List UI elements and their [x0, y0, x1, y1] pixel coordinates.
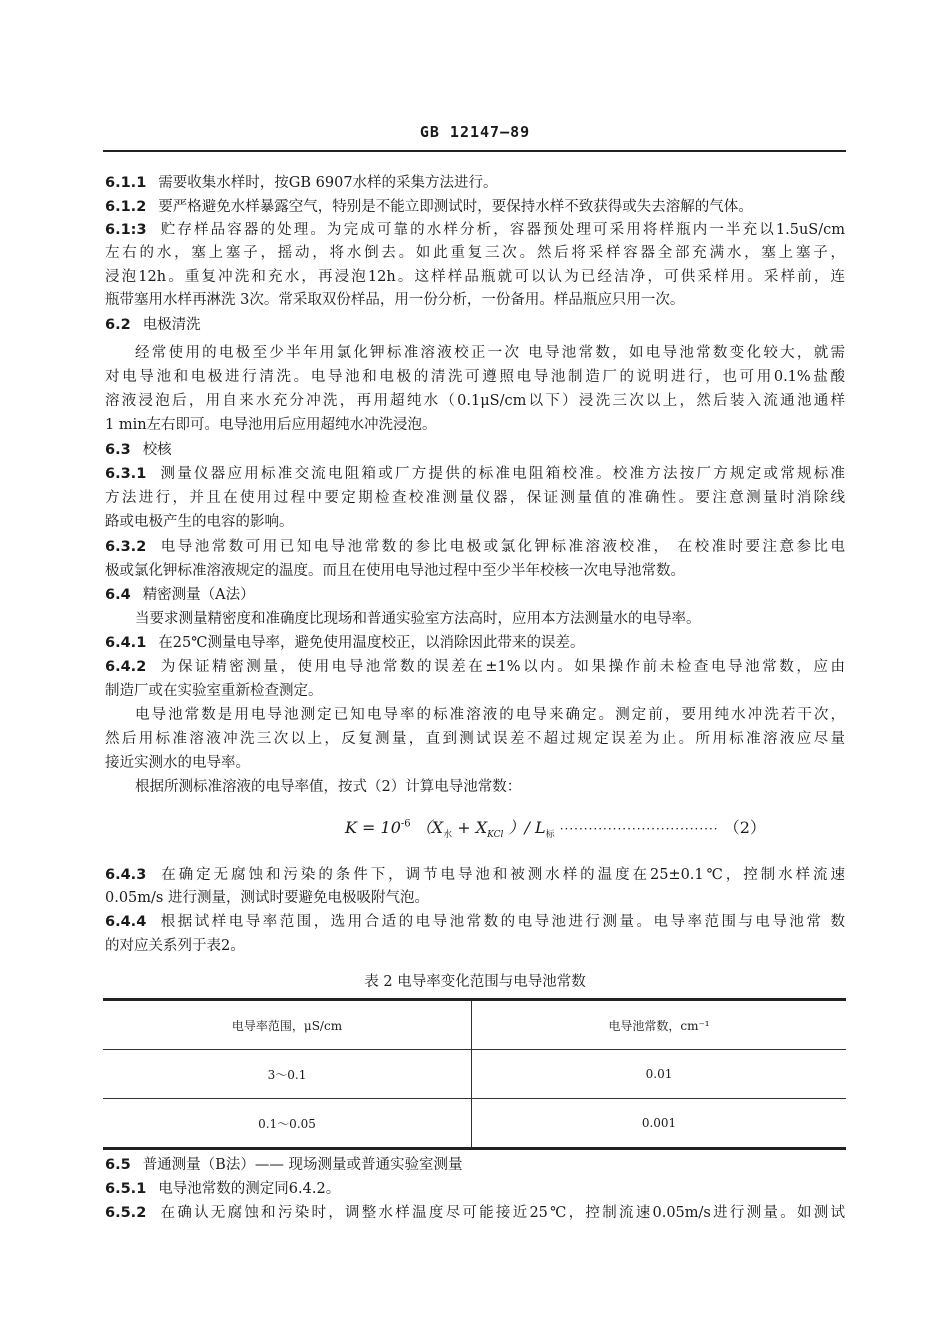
clause-number: 6.2	[105, 317, 131, 333]
clause-line	[105, 196, 845, 218]
clause-line	[105, 219, 845, 241]
table-header-cell: 电导池常数，cm⁻¹	[472, 1000, 847, 1050]
line-text: 当要求测量精密度和准确度比现场和普通实验室方法高时，应用本方法测量水的电导率。	[135, 611, 701, 627]
line-text: 左右的水，塞上塞子，摇动，将水倒去。如此重复三次。然后将采样容器全部充满水，塞上塞子，	[105, 245, 845, 261]
line-text: 瓶带塞用水样再淋洗 3次。常采取双份样品，用一份分析，一份备用。样品瓶应只用一次。	[105, 292, 685, 308]
clause-line	[105, 1178, 845, 1200]
line-text: 浸泡12h。重复冲洗和充水，再浸泡12h。这样样品瓶就可以认为已经洁净，可供采样用。采样前，连	[105, 269, 845, 285]
clause-number: 6.3.2	[105, 539, 147, 555]
clause-number: 6.5.2	[105, 1205, 147, 1221]
formula-exponent: -6	[400, 818, 411, 830]
clause-line	[105, 1202, 845, 1224]
table-header-row	[103, 1000, 846, 1050]
formula-2	[345, 815, 845, 840]
line-text: 普通测量（B法）—— 现场测量或普通实验室测量	[142, 1157, 463, 1173]
clause-number: 6.3.1	[105, 466, 147, 482]
formula-sub-water: 水	[443, 830, 453, 841]
clause-number: 6.3	[105, 442, 131, 458]
clause-number: 6.1.2	[105, 199, 147, 215]
clause-line	[105, 656, 845, 678]
line-text: 0.05m/s 进行测量，测试时要避免电极吸附气泡。	[105, 890, 429, 906]
paragraph-line	[105, 728, 845, 750]
clause-number: 6.5.1	[105, 1181, 147, 1197]
clause-number: 6.1:3	[105, 222, 147, 238]
line-text: 要严格避免水样暴露空气，特别是不能立即测试时，要保持水样不致获得或失去溶解的气体。	[158, 199, 753, 215]
line-text: 精密测量（A法）	[142, 587, 255, 603]
line-text: 电导池常数可用已知电导池常数的参比电极或氯化钾标准溶液校准， 在校准时要注意参比电	[158, 539, 845, 555]
line-text: 在25℃测量电导率，避免使用温度校正，以消除因此带来的误差。	[158, 635, 585, 651]
formula-lhs: K = 10	[345, 818, 401, 837]
formula-sub-std: 标	[545, 830, 555, 841]
clause-line	[105, 584, 845, 606]
document-header: GB 12147—89	[419, 123, 531, 141]
paragraph-line	[105, 704, 845, 726]
line-text: 经常使用的电极至少半年用氯化钾标准溶液校正一次 电导池常数，如电导池常数变化较大，就需	[135, 345, 845, 361]
table-cell: 0.001	[472, 1099, 847, 1149]
clause-line	[105, 314, 845, 336]
table-row	[103, 1099, 846, 1149]
line-text: 电导池常数是用电导池测定已知电导率的标准溶液的电导来确定。测定前，要用纯水冲洗若干次，	[135, 707, 845, 723]
clause-line	[105, 439, 845, 461]
paragraph-line	[105, 511, 845, 533]
line-text: 对电导池和电极进行清洗。电导池和电极的清洗可遵照电导池制造厂的说明进行，也可用0.1%盐酸	[105, 369, 845, 385]
clause-line	[105, 1154, 845, 1176]
clause-line	[105, 911, 845, 933]
paragraph-line	[105, 266, 845, 288]
line-text: 在确认无腐蚀和污染时，调整水样温度尽可能接近25℃，控制流速0.05m/s进行测量。如测试	[158, 1205, 845, 1221]
line-text: 溶液浸泡后，用自来水充分冲洗，再用超纯水（0.1μS/cm以下）浸洗三次以上，然后装入流通池通样	[105, 393, 845, 409]
clause-line	[105, 463, 845, 485]
clause-line	[105, 632, 845, 654]
clause-number: 6.4	[105, 587, 131, 603]
line-text: 制造厂或在实验室重新检查测定。	[105, 683, 323, 699]
table-header-cell: 电导率范围，μS/cm	[103, 1000, 472, 1050]
paragraph-line	[105, 935, 845, 957]
clause-number: 6.5	[105, 1157, 131, 1173]
line-text: 校核	[142, 442, 172, 458]
line-text: 1 min左右即可。电导池用后应用超纯水冲洗浸泡。	[105, 417, 437, 433]
line-text: 电极清洗	[142, 317, 201, 333]
paragraph-line	[105, 560, 845, 582]
clause-number: 6.4.4	[105, 914, 147, 930]
line-text: 接近实测水的电导率。	[105, 755, 250, 771]
header-rule	[103, 150, 846, 152]
line-text: 极或氯化钾标准溶液规定的温度。而且在使用电导池过程中至少半年校核一次电导池常数。	[105, 563, 685, 579]
line-text: 根据试样电导率范围，选用合适的电导池常数的电导池进行测量。电导率范围与电导池常 数	[158, 914, 845, 930]
clause-line	[105, 536, 845, 558]
paragraph-line	[105, 487, 845, 509]
line-text: 为保证精密测量，使用电导池常数的误差在±1%以内。如果操作前未检查电导池常数，应由	[158, 659, 845, 675]
clause-line	[105, 864, 845, 886]
table-caption: 表 2 电导率变化范围与电导池常数	[364, 974, 586, 990]
paragraph-line	[105, 289, 845, 311]
clause-number: 6.4.3	[105, 867, 147, 883]
paragraph-line	[105, 242, 845, 264]
clause-line	[105, 172, 845, 194]
paragraph-line	[105, 887, 845, 909]
formula-open: （X	[415, 818, 444, 837]
clause-number: 6.1.1	[105, 175, 147, 191]
table-cell: 0.01	[472, 1050, 847, 1099]
formula-plus: + X	[457, 818, 488, 837]
paragraph-line	[105, 776, 845, 798]
line-text: 的对应关系列于表2。	[105, 938, 245, 954]
clause-number: 6.4.1	[105, 635, 147, 651]
line-text: 路或电极产生的电容的影响。	[105, 514, 294, 530]
line-text: 测量仪器应用标准交流电阻箱或厂方提供的标准电阻箱校准。校准方法按厂方规定或常规标准	[158, 466, 845, 482]
line-text: 方法进行，并且在使用过程中要定期检查校准测量仪器，保证测量值的准确性。要注意测量时消除线	[105, 490, 845, 506]
line-text: 根据所测标准溶液的电导率值，按式（2）计算电导池常数：	[135, 779, 522, 795]
paragraph-line	[105, 608, 845, 630]
paragraph-line	[105, 342, 845, 364]
formula-leader-dots: ·································	[559, 822, 719, 836]
formula-number: （2）	[723, 818, 766, 837]
formula-close: ）/ L	[508, 818, 546, 837]
clause-number: 6.4.2	[105, 659, 147, 675]
paragraph-line	[105, 752, 845, 774]
table-row	[103, 1050, 846, 1099]
formula-sub-kcl: KCl	[487, 830, 504, 841]
line-text: 在确定无腐蚀和污染的条件下，调节电导池和被测水样的温度在25±0.1℃，控制水样流速	[158, 867, 845, 883]
table-cell: 0.1～0.05	[103, 1099, 472, 1149]
table-cell: 3～0.1	[103, 1050, 472, 1099]
paragraph-line	[105, 680, 845, 702]
paragraph-line	[105, 366, 845, 388]
line-text: 贮存样品容器的处理。为完成可靠的水样分析，容器预处理可采用将样瓶内一半充以1.5uS/cm	[158, 222, 845, 238]
line-text: 电导池常数的测定同6.4.2。	[158, 1181, 341, 1197]
paragraph-line	[105, 390, 845, 412]
paragraph-line	[105, 414, 845, 436]
line-text: 需要收集水样时，按GB 6907水样的采集方法进行。	[158, 175, 498, 191]
line-text: 然后用标准溶液冲洗三次以上，反复测量，直到测试误差不超过规定误差为止。所用标准溶液应尽量	[105, 731, 845, 747]
conductivity-table	[103, 998, 846, 1150]
